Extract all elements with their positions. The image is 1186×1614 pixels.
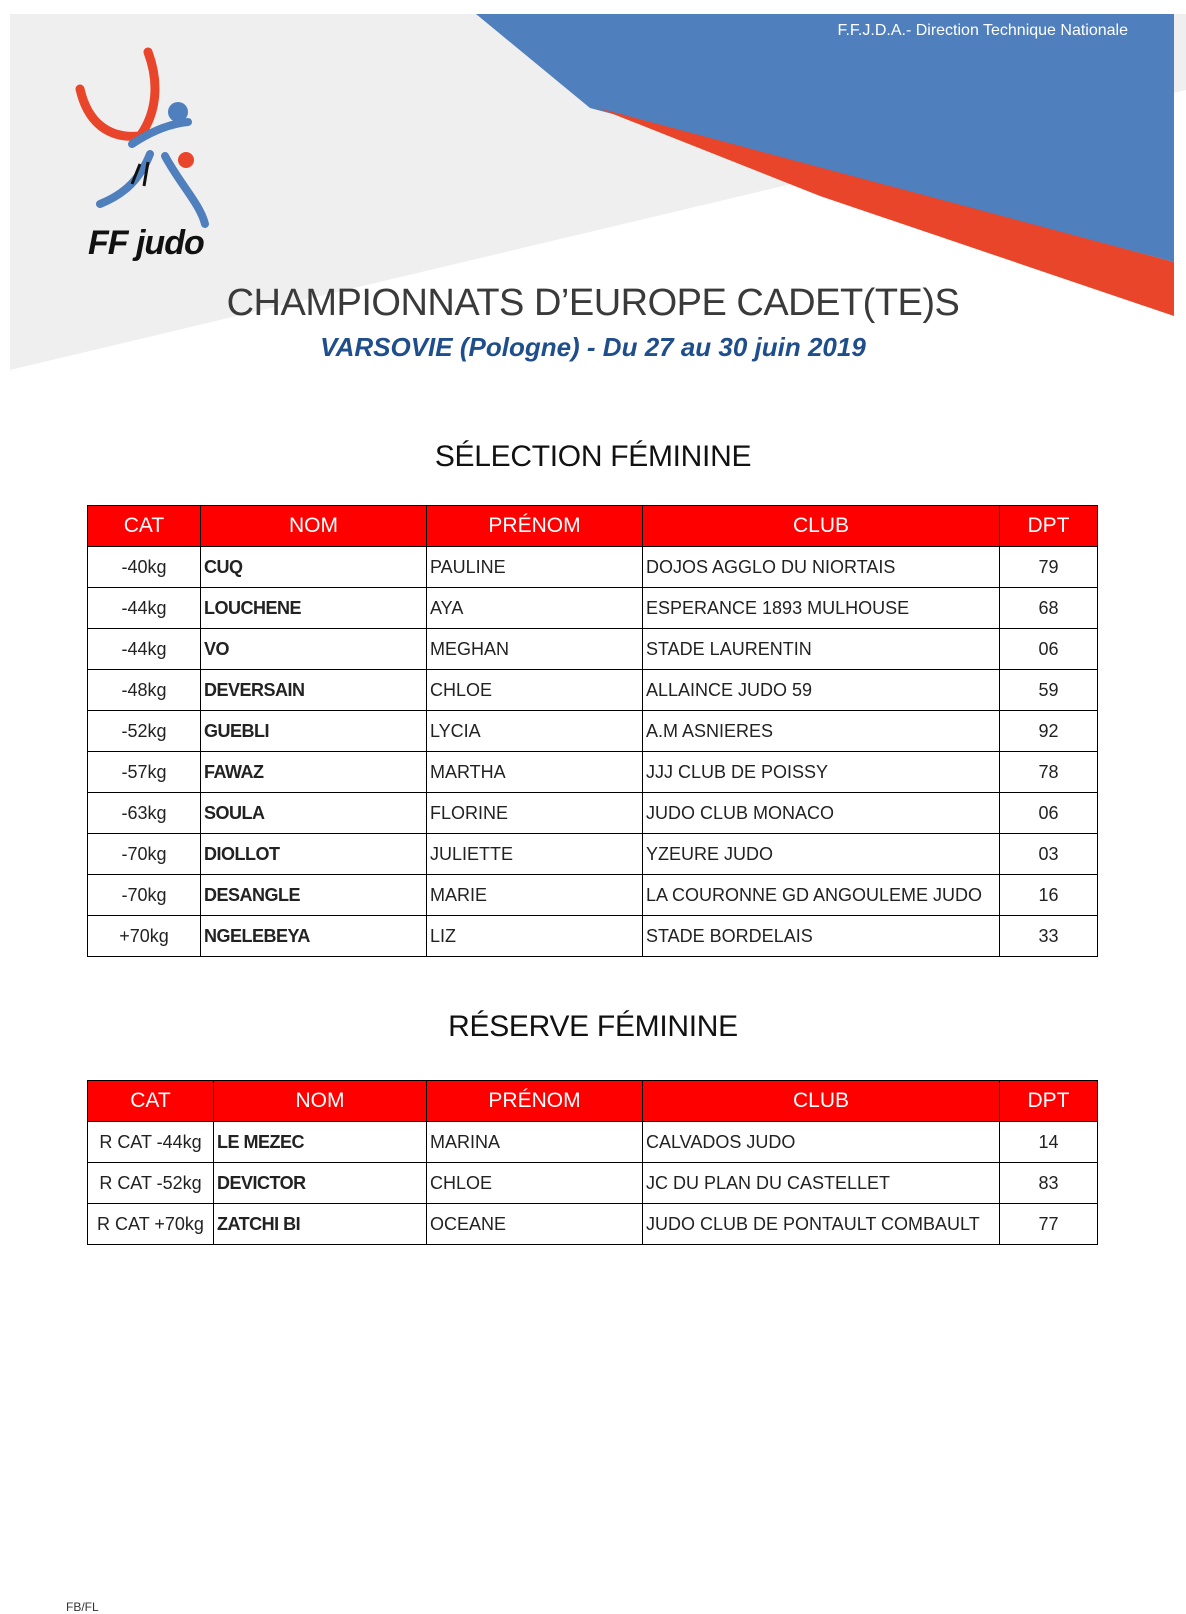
table-header-row [88,506,1098,547]
cell-nom: LOUCHENE [201,588,427,629]
logo-text: FF judo [88,224,204,262]
cell-cat: +70kg [88,916,201,957]
selection-table [87,505,1098,957]
cell-prenom: FLORINE [427,793,643,834]
cell-nom: DIOLLOT [201,834,427,875]
cell-prenom: CHLOE [427,670,643,711]
column-header: NOM [201,506,427,547]
cell-club: STADE BORDELAIS [643,916,1000,957]
table-row [88,916,1098,957]
cell-nom: CUQ [201,547,427,588]
cell-prenom: MARTHA [427,752,643,793]
table-row [88,834,1098,875]
column-header: CLUB [643,1081,1000,1122]
cell-club: CALVADOS JUDO [643,1122,1000,1163]
table-row [88,1122,1098,1163]
cell-nom: VO [201,629,427,670]
cell-dpt: 77 [1000,1204,1098,1245]
cell-dpt: 06 [1000,793,1098,834]
document-title: CHAMPIONNATS D’EUROPE CADET(TE)S [226,282,960,324]
column-header: DPT [1000,506,1098,547]
table-row [88,793,1098,834]
cell-nom: LE MEZEC [214,1122,427,1163]
cell-dpt: 14 [1000,1122,1098,1163]
footer-initials: FB/FL [66,1600,99,1614]
cell-dpt: 03 [1000,834,1098,875]
cell-prenom: LIZ [427,916,643,957]
cell-club: DOJOS AGGLO DU NIORTAIS [643,547,1000,588]
cell-cat: R CAT -44kg [88,1122,214,1163]
cell-cat: -63kg [88,793,201,834]
table-row [88,670,1098,711]
cell-club: STADE LAURENTIN [643,629,1000,670]
cell-prenom: MEGHAN [427,629,643,670]
column-header: DPT [1000,1081,1098,1122]
table-row [88,547,1098,588]
cell-club: LA COURONNE GD ANGOULEME JUDO [643,875,1000,916]
cell-club: ALLAINCE JUDO 59 [643,670,1000,711]
table-row [88,629,1098,670]
table-row [88,588,1098,629]
column-header: CLUB [643,506,1000,547]
table-row [88,1204,1098,1245]
column-header: PRÉNOM [427,1081,643,1122]
cell-club: YZEURE JUDO [643,834,1000,875]
cell-dpt: 59 [1000,670,1098,711]
cell-nom: DESANGLE [201,875,427,916]
reserve-table [87,1080,1098,1245]
table-header-row [88,1081,1098,1122]
cell-cat: R CAT +70kg [88,1204,214,1245]
column-header: CAT [88,1081,214,1122]
selection-title: SÉLECTION FÉMININE [434,440,752,473]
cell-cat: -48kg [88,670,201,711]
cell-club: JJJ CLUB DE POISSY [643,752,1000,793]
column-header: NOM [214,1081,427,1122]
table-row [88,875,1098,916]
cell-cat: -40kg [88,547,201,588]
cell-club: JC DU PLAN DU CASTELLET [643,1163,1000,1204]
cell-prenom: LYCIA [427,711,643,752]
cell-dpt: 79 [1000,547,1098,588]
cell-dpt: 16 [1000,875,1098,916]
cell-nom: FAWAZ [201,752,427,793]
cell-cat: -70kg [88,875,201,916]
cell-dpt: 83 [1000,1163,1098,1204]
cell-dpt: 33 [1000,916,1098,957]
cell-cat: -52kg [88,711,201,752]
cell-club: JUDO CLUB DE PONTAULT COMBAULT [643,1204,1000,1245]
column-header: CAT [88,506,201,547]
table-row [88,752,1098,793]
reserve-title: RÉSERVE FÉMININE [448,1010,738,1043]
cell-club: JUDO CLUB MONACO [643,793,1000,834]
cell-nom: ZATCHI BI [214,1204,427,1245]
table-row [88,1163,1098,1204]
cell-cat: R CAT -52kg [88,1163,214,1204]
cell-prenom: MARIE [427,875,643,916]
cell-nom: SOULA [201,793,427,834]
cell-nom: DEVERSAIN [201,670,427,711]
cell-dpt: 92 [1000,711,1098,752]
cell-prenom: CHLOE [427,1163,643,1204]
cell-cat: -70kg [88,834,201,875]
organization-label: F.F.J.D.A.- Direction Technique Nationale [837,22,1128,39]
column-header: PRÉNOM [427,506,643,547]
table-row [88,711,1098,752]
cell-prenom: MARINA [427,1122,643,1163]
cell-dpt: 06 [1000,629,1098,670]
cell-nom: GUEBLI [201,711,427,752]
cell-club: ESPERANCE 1893 MULHOUSE [643,588,1000,629]
cell-nom: DEVICTOR [214,1163,427,1204]
cell-cat: -57kg [88,752,201,793]
cell-club: A.M ASNIERES [643,711,1000,752]
cell-prenom: OCEANE [427,1204,643,1245]
cell-nom: NGELEBEYA [201,916,427,957]
cell-dpt: 78 [1000,752,1098,793]
cell-dpt: 68 [1000,588,1098,629]
cell-prenom: JULIETTE [427,834,643,875]
document-subtitle: VARSOVIE (Pologne) - Du 27 au 30 juin 2019 [320,332,866,362]
cell-prenom: AYA [427,588,643,629]
cell-cat: -44kg [88,629,201,670]
cell-prenom: PAULINE [427,547,643,588]
cell-cat: -44kg [88,588,201,629]
